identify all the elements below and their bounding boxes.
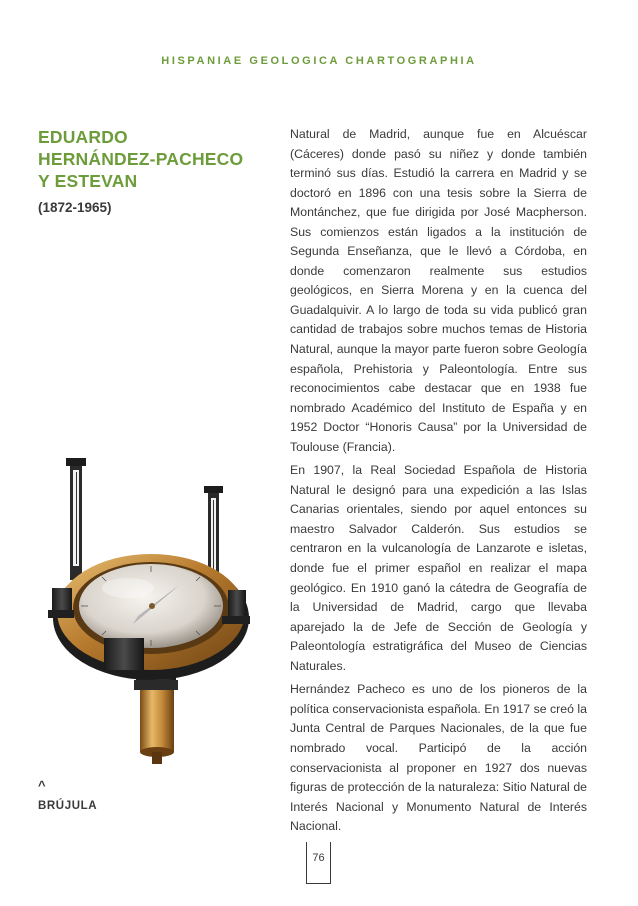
figure-caption: BRÚJULA [38, 800, 98, 812]
author-dates: (1872-1965) [38, 200, 112, 215]
body-paragraph: Natural de Madrid, aunque fue en Alcuéscar (Cáceres) donde pasó su niñez y donde también terminó sus días. Estudió la carrera en Madrid y se doctoró en 1896 con una tesis sobre la Sierra de Montánchez, que fue dirigida por José Macpherson. Sus comienzos están ligados a la institución de Segunda Enseñanza, que le llevó a Córdoba, en donde comenzaron realmente sus estudios geológicos, en Sierra Morena y en la cuenca del Guadalquivir. A lo largo de toda su vida publicó gran cantidad de trabajos sobre muchos temas de Historia Natural, aunque la mayor parte fueron sobre Geología española, Prehistoria y Paleontología. Entre sus reconocimientos cabe destacar que en 1938 fue nombrado Académico del Instituto de España y en 1952 Doctor “Honoris Causa” por la Universidad de Toulouse (Francia). [290, 127, 587, 454]
author-name-line: HERNÁNDEZ-PACHECO [38, 149, 244, 169]
author-name [38, 126, 268, 192]
biography-text [290, 125, 587, 841]
author-name-line: Y ESTEVAN [38, 171, 138, 191]
running-title: HISPANIAE GEOLOGICA CHARTOGRAPHIA [161, 55, 477, 67]
body-paragraph: Hernández Pacheco es uno de los pioneros de la política conservacionista española. En 1917 se creó la Junta Central de Parques Nacionales, de la que fue nombrado vocal. Participó de la acción conservacionista al proponer en 1927 dos nuevas figuras de protección de la naturaleza: Sitio Natural de Interés Nacional y Monumento Natural de Interés Nacional. [290, 682, 587, 834]
compass-illustration [38, 440, 264, 778]
compass-sight-left [66, 458, 86, 580]
author-name-line: EDUARDO [38, 127, 128, 147]
page-number: 76 [312, 852, 325, 864]
caption-marker: ^ [38, 778, 46, 793]
compass-body [53, 554, 249, 680]
body-paragraph: En 1907, la Real Sociedad Española de Historia Natural le designó para una expedición a las Islas Canarias orientales, siendo por aquel entonces su maestro Salvador Calderón. Sus estudios se centraron en la vulcanología de Lanzarote e isletas, donde fue el primer español en realizar el mapa geológico. En 1910 ganó la cátedra de Geografía de la Universidad de Madrid, cargo que llevaba aparejado la de Jefe de Sección de Geología y Paleontología estratigráfica del Museo de Ciencias Naturales. [290, 463, 587, 673]
compass-photo [38, 440, 264, 778]
